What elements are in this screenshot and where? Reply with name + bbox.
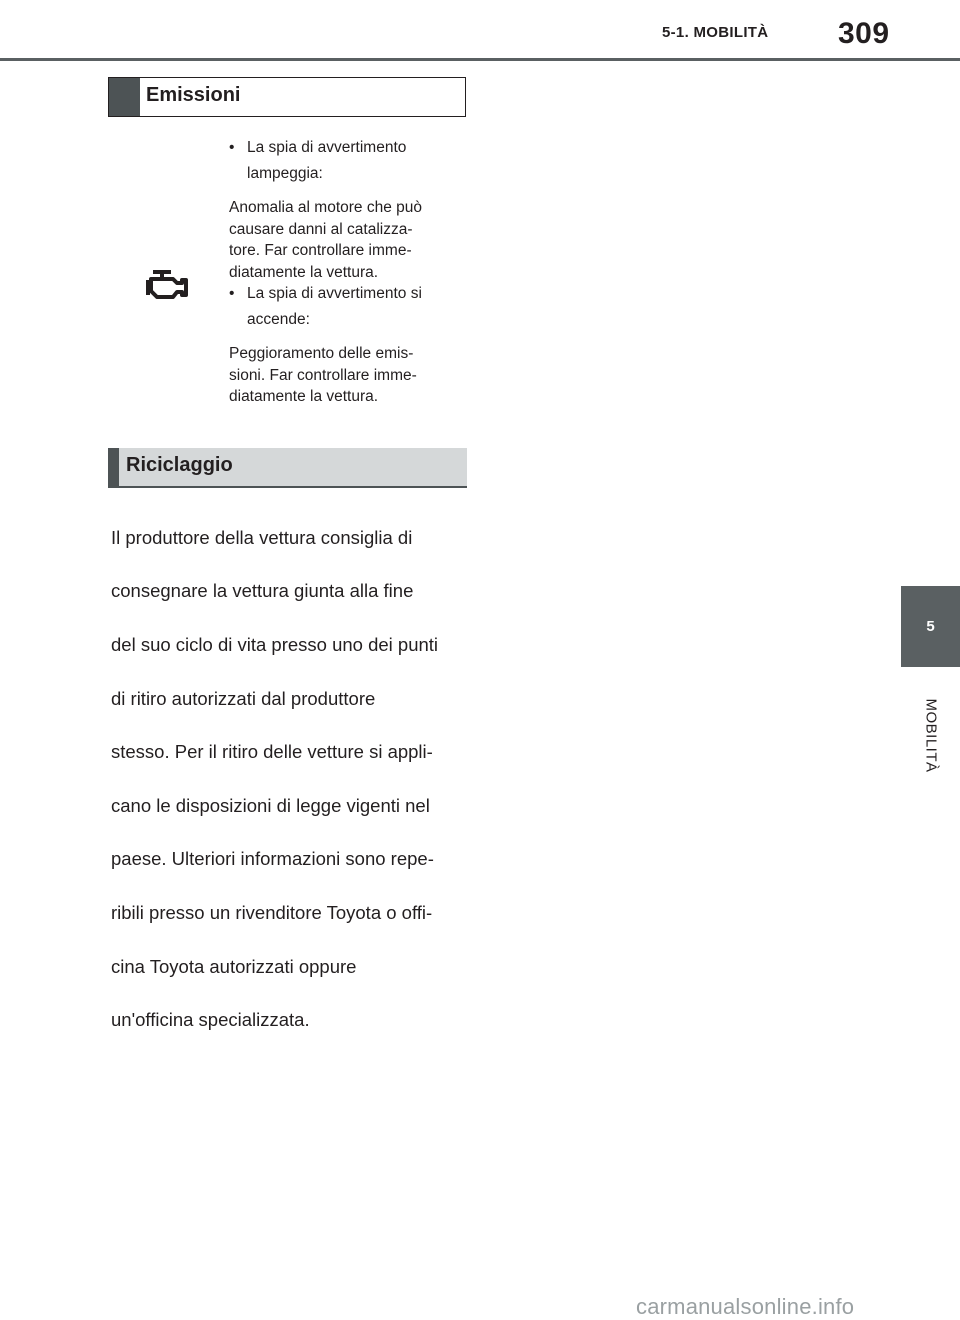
warning-description [229,343,461,408]
paragraph-line: di ritiro autorizzati dal produttore [111,687,376,709]
description-line: tore. Far controllare imme- [229,242,412,259]
paragraph-line: cina Toyota autorizzati oppure [111,955,357,977]
warning-bullet-on [229,283,461,330]
paragraph-line: consegnare la vettura giunta alla fine [111,580,414,602]
description-line: Peggioramento delle emis- [229,345,414,362]
description-line: causare danni al catalizza- [229,220,413,238]
description-line: Anomalia al motore che può [229,199,423,216]
heading-bar [109,78,140,116]
section-title: 5-1. MOBILITÀ [662,24,769,41]
heading-bar [108,448,119,486]
check-engine-icon [142,268,190,302]
warning-description [229,197,461,283]
paragraph-line: un'officina specializzata. [111,1009,310,1031]
bullet-line: La spia di avvertimento [247,139,407,156]
emissions-warning-text [229,137,461,408]
watermark: carmanualsonline.info [636,1294,855,1319]
header-divider [0,58,960,61]
description-line: diatamente la vettura. [229,388,379,405]
bullet-line: lampeggia: [247,164,323,182]
paragraph-line: del suo ciclo di vita presso uno dei punti [111,633,439,655]
paragraph-line: paese. Ulteriori informazioni sono repe- [111,848,434,870]
recycling-paragraph [111,498,471,1061]
chapter-title: MOBILITÀ [922,697,940,773]
chapter-label [901,680,960,790]
description-line: sioni. Far controllare imme- [229,366,417,384]
paragraph-line: stesso. Per il ritiro delle vetture si appli- [111,741,433,763]
recycling-heading [108,448,467,488]
description-line: diatamente la vettura. [229,263,379,281]
chapter-number: 5 [926,618,935,635]
bullet-line: La spia di avvertimento si [247,285,422,302]
warning-bullet-flashing [229,137,461,184]
recycling-title: Riciclaggio [126,454,233,476]
paragraph-line: ribili presso un rivenditore Toyota o offi- [111,901,433,923]
page-number: 309 [838,17,890,50]
paragraph-line: cano le disposizioni di legge vigenti nel [111,794,430,816]
emissions-title: Emissioni [146,84,241,106]
bullet-line: accende: [247,310,310,328]
chapter-tab[interactable] [901,586,960,667]
paragraph-line: Il produttore della vettura consiglia di [111,526,413,548]
emissions-heading [108,77,466,117]
